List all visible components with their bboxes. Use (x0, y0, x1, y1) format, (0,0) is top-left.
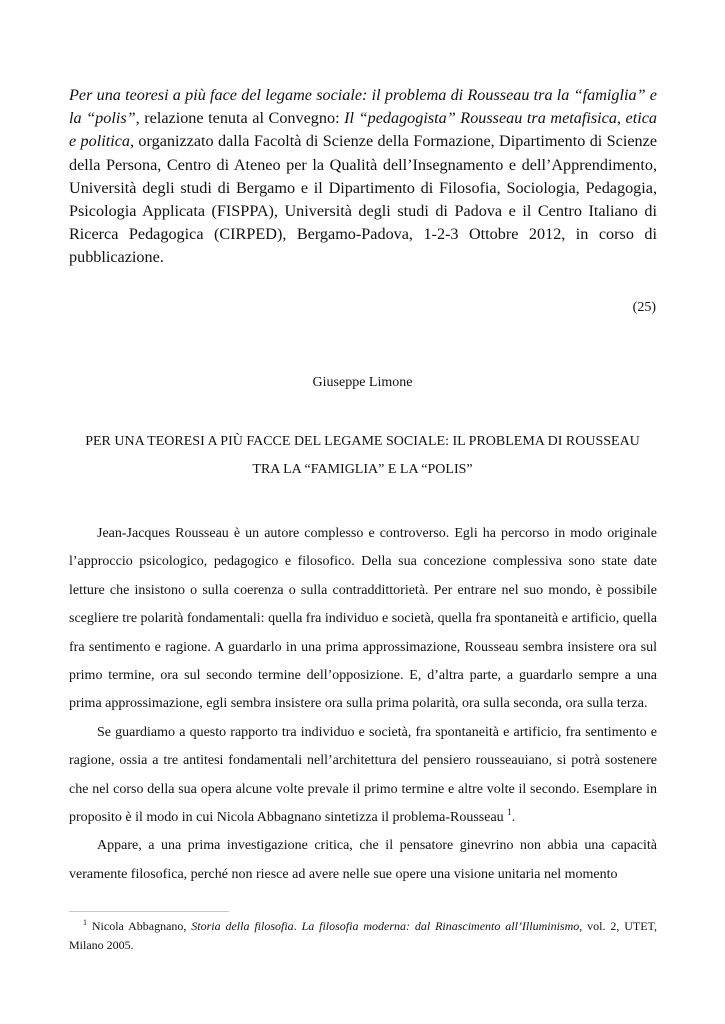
footnote-separator-text: . (293, 919, 302, 933)
publication-note-details: organizzato dalla Facoltà di Scienze della Formazione, Dipartimento di Scienze della Persona, Centro di Ateneo per la Qualità dell’Insegnamento e dell’Apprendimento, Università degli studi di Bergamo e il Dipartimento di Filosofia, Sociologia, Pedagogia, Psicologia Applicata (FISPPA), Università degli studi di Padova e il Centro Italiano di Ricerca Pedagogica (CIRPED), Bergamo-Padova, 1-2-3 Ottobre 2012, in corso di pubblicazione. (69, 132, 658, 267)
footnote-reference[interactable]: 1 (507, 807, 512, 818)
footnote-separator (69, 911, 229, 912)
publication-note-conference: Il “pedagogista” Rousseau tra metafisica, etica e politica, (69, 109, 657, 151)
publication-note-title: Per una teoresi a più face del legame sociale: il problema di Rousseau tra la “famiglia” e la “polis”, (69, 86, 657, 128)
publication-note-text: relazione tenuta al Convegno: (139, 109, 345, 128)
footnote-author: Nicola Abbagnano, (87, 919, 192, 933)
article-title-line-1: PER UNA TEORESI A PIÙ FACCE DEL LEGAME SOCIALE: IL PROBLEMA DI ROUSSEAU (85, 434, 640, 449)
paragraph-2-end: . (511, 810, 516, 826)
article-body (69, 520, 657, 889)
page-number: (25) (632, 300, 656, 315)
paragraph-1: Jean-Jacques Rousseau è un autore complesso e controverso. Egli ha percorso in modo originale l’approccio psicologico, pedagogico e filosofico. Della sua concezione complessiva sono state date letture che insistono o sulla coerenza o sulla contraddittorietà. Per entrare nel suo mondo, è possibile scegliere tre polarità fondamentali: quella fra individuo e società, quella fra spontaneità e artificio, quella fra sentimento e ragione. A guardarlo in una prima approssimazione, Rousseau sembra insistere ora sul primo termine, ora sul secondo termine dell’opposizione. E, d’altra parte, a guardarlo sempre a una prima approssimazione, egli sembra insistere ora sulla prima polarità, ora sulla seconda, ora sulla terza. (69, 526, 657, 712)
paragraph-2 (69, 719, 657, 833)
footnote-book-subtitle: La filosofia moderna: dal Rinascimento all’Illuminismo (301, 919, 580, 933)
article-title (60, 428, 665, 484)
footnote-publisher: , vol. 2, UTET, Milano 2005. (69, 919, 657, 952)
paragraph-2-text: Se guardiamo a questo rapporto tra individuo e società, fra spontaneità e artificio, fra sentimento e ragione, ossia a tre antitesi fondamentali nell’architettura del pensiero rousseauiano, si potrà sostenere che nel corso della sua opera alcune volte prevale il primo termine e altre volte il secondo. Esemplare in proposito è il modo in cui Nicola Abbagnano sintetizza il problema-Rousseau (69, 724, 657, 826)
author-name: Giuseppe Limone (312, 375, 413, 390)
publication-note (69, 84, 657, 270)
article-title-line-2: TRA LA “FAMIGLIA” E LA “POLIS” (252, 462, 473, 477)
footnote-book-title: Storia della filosofia (191, 919, 294, 933)
footnote-number: 1 (83, 918, 87, 927)
paragraph-3: Appare, a una prima investigazione critica, che il pensatore ginevrino non abbia una capacità veramente filosofica, perché non riesce ad avere nelle sue opere una visione unitaria nel momento (69, 838, 657, 882)
footnote-1 (69, 917, 657, 954)
